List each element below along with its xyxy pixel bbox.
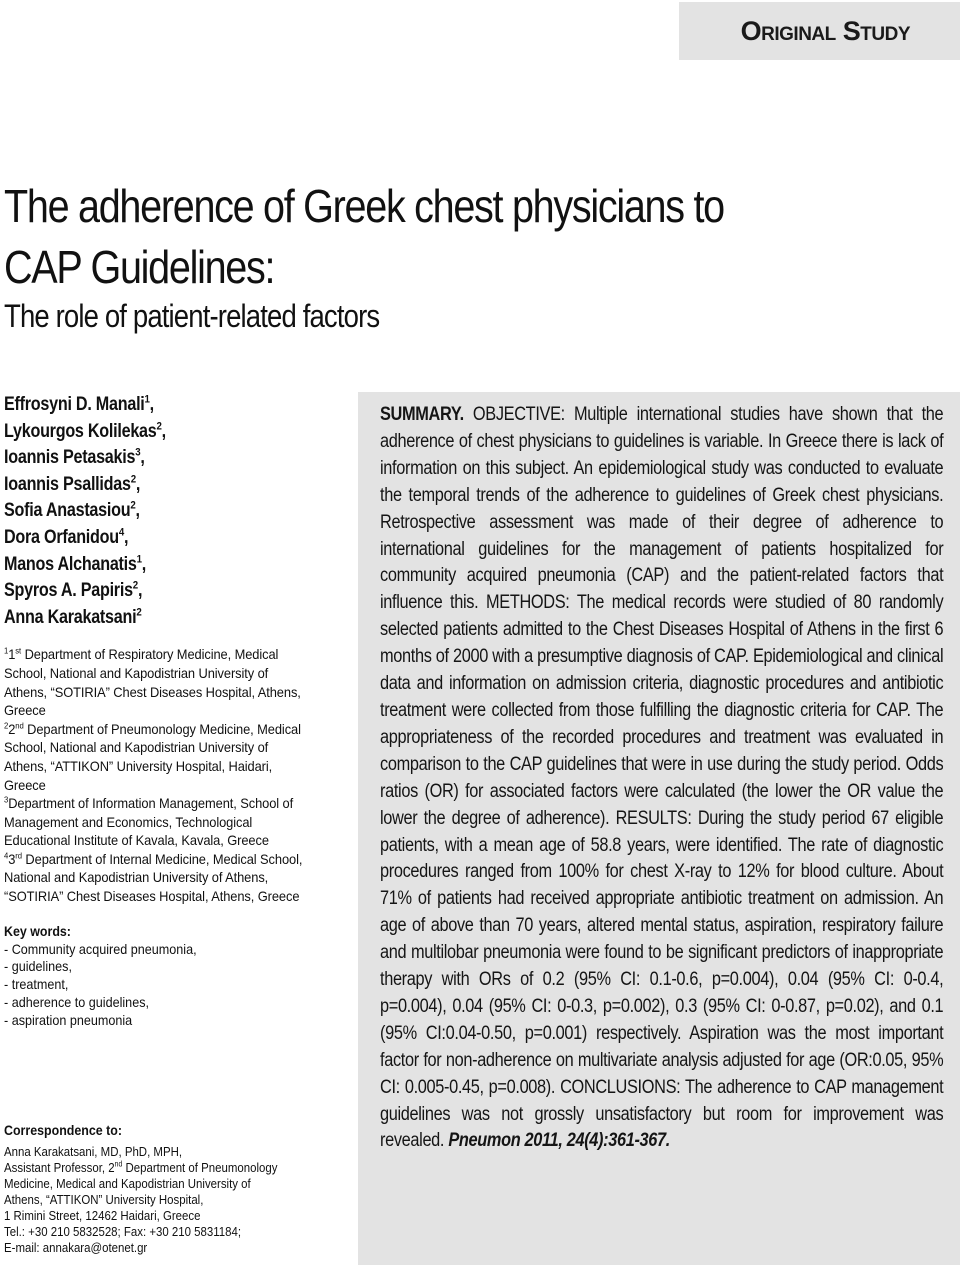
author: Lykourgos Kolilekas$^2$, <box>4 420 166 442</box>
correspondence-position: Assistant Professor, 2nd Department of Pneumonology <box>4 1159 278 1175</box>
affiliation: $^2$2nd Department of Pneumonology Medicine, Medical School, National and Kapodistrian University of Athens, “ATTIKON” University Hospital, Haidari, Greece <box>4 720 301 793</box>
keywords-section <box>4 923 339 1030</box>
affiliation-list <box>4 645 339 905</box>
keyword: - treatment, <box>4 976 69 993</box>
author: Dora Orfanidou$^4$, <box>4 526 129 548</box>
author: Spyros A. Papiris$^2$, <box>4 579 143 602</box>
correspondence-title: Correspondence to: <box>4 1123 123 1138</box>
summary-text <box>380 402 943 1155</box>
affiliation: $^1$1st Department of Respiratory Medicine, Medical School, National and Kapodistrian University of Athens, “SOTIRIA” Chest Diseases Hospital, Athens, Greece <box>4 645 301 719</box>
keyword: - guidelines, <box>4 958 72 975</box>
correspondence-section <box>4 1122 344 1256</box>
author: Effrosyni D. Manali$^1$, <box>4 393 154 415</box>
author: Sofia Anastasiou$^2$, <box>4 500 140 522</box>
correspondence-line: Athens, “ATTIKON” University Hospital, <box>4 1192 204 1207</box>
affiliation: $^3$Department of Information Management, School of Management and Economics, Technological Educational Institute of Kavala, Kavala, Greece <box>4 794 294 849</box>
correspondence-name: Anna Karakatsani, MD, PhD, MPH, <box>4 1144 183 1159</box>
summary-label: SUMMARY. <box>380 404 464 425</box>
author: Ioannis Petasakis$^3$, <box>4 446 145 469</box>
author: Anna Karakatsani$^2$ <box>4 606 142 628</box>
summary-body: OBJECTIVE: Multiple international studies have shown that the adherence of chest physicians to guidelines is variable. In Greece there is lack of information on this subject. An epidemiological study was conducted to evaluate the temporal trends of the adherence to guidelines of Greek chest physicians. Retrospective assessment was made of their degree of adherence to international guidelines for the management of patients hospitalized for community acquired pneumonia (CAP) and the patient-related factors that influence this. METHODS: The medical records were studied of 80 randomly selected patients admitted to the Chest Diseases Hospital of Athens in the first 6 months of 2000 with a presumptive diagnosis of CAP. Epidemiological and clinical data and information on admission criteria, diagnostic procedures and antibiotic treatment were collected from those fulfilling the diagnostic criteria for CAP. The appropriateness of the recorded procedures and treatment was evaluated in comparison to the CAP guidelines that were in use during the study period. Odds ratios (OR) for associated factors were calculated (the lower the OR value the lower the degree of adherence). RESULTS: During the study period 67 eligible patients, with a mean age of 58.8 years, were identified. The rate of diagnostic procedures ranged from 100% for chest X-ray to 12% for blood culture. About 71% of patients had received appropriate antibiotic treatment on admission. An age of above than 70 years, altered mental status, aspiration, respiratory failure and multilobar pneumonia were found to be significant predictors of inappropriate therapy with ORs of 0.2 (95% CI: 0.1-0.6, p=0.004), 0.04 (95% CI: 0-0.4, p=0.004), 0.04 (95% CI: 0-0.3, p=0.002), 0.3 (95% CI: 0-0.87, p=0.02), and 0.1 (95% CI:0.04-0.50, p=0.001) respectively. Aspiration was the most important factor for non-adherence on multivariate analysis adjusted for age (OR:0.05, 95% CI: 0.005-0.45, p=0.008). CONCLUSIONS: The adherence to CAP management guidelines was not grossly unsatisfactory but room for improvement was revealed. <box>380 404 944 1152</box>
keywords-title: Key words: <box>4 923 71 939</box>
author-list <box>4 392 339 631</box>
keyword-list <box>4 941 339 1030</box>
correspondence-line: Tel.: +30 210 5832528; Fax: +30 210 5831184; <box>4 1224 242 1239</box>
article-subtitle: The role of patient-related factors <box>4 298 380 334</box>
author: Manos Alchanatis$^1$, <box>4 553 147 575</box>
keyword: - Community acquired pneumonia, <box>4 940 197 957</box>
keyword: - adherence to guidelines, <box>4 994 149 1011</box>
affiliation: $^4$3rd Department of Internal Medicine, Medical School, National and Kapodistrian University of Athens, “SOTIRIA” Chest Diseases Hospital, Athens, Greece <box>4 850 303 905</box>
left-column <box>4 392 339 1030</box>
article-title: The adherence of Greek chest physicians to CAP Guidelines: <box>4 180 724 293</box>
keyword: - aspiration pneumonia <box>4 1011 133 1028</box>
correspondence-line: 1 Rimini Street, 12462 Haidari, Greece <box>4 1208 201 1223</box>
author: Ioannis Psallidas$^2$, <box>4 473 141 495</box>
correspondence-email[interactable]: E-mail: annakara@otenet.gr <box>4 1240 148 1255</box>
correspondence-line: Medicine, Medical and Kapodistrian University of <box>4 1176 251 1191</box>
article-type-badge <box>679 2 960 60</box>
citation: Pneumon 2011, 24(4):361-367. <box>448 1130 670 1152</box>
article-type-label: Original Study <box>740 15 910 46</box>
summary-box <box>358 392 960 1265</box>
